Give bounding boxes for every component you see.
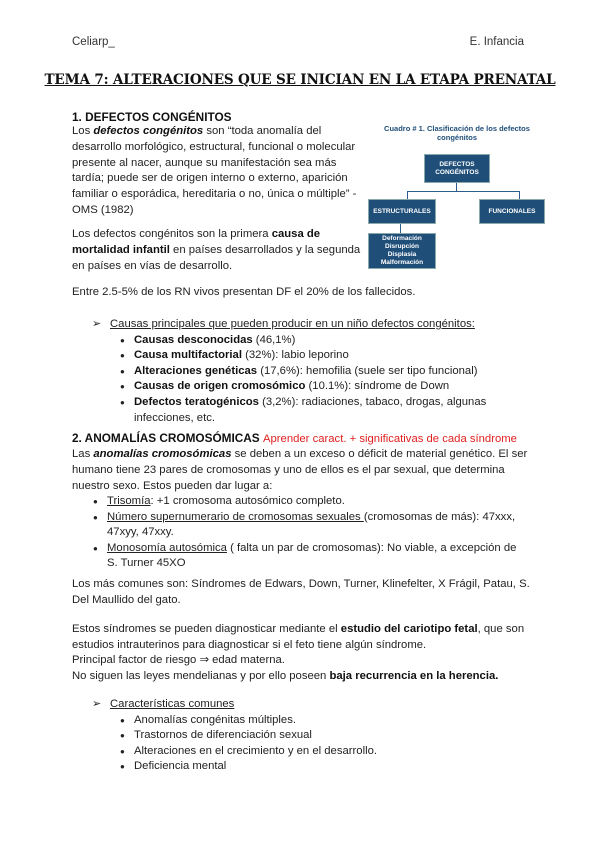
- text-segment: causa de mortalidad infantil: [72, 228, 321, 256]
- characteristics-list: [110, 697, 510, 775]
- subtype: Malformación: [380, 259, 424, 266]
- text-segment: defectos congénitos: [93, 125, 204, 137]
- text-segment: No siguen las leyes mendelianas y por ello poseen: [72, 670, 330, 682]
- text-segment: Trisomía: [107, 495, 151, 507]
- risk-factor: [72, 653, 532, 669]
- text-segment: anomalías cromosómicas: [93, 448, 232, 460]
- list-item: [134, 348, 490, 364]
- list-item: ● Alteraciones en el crecimiento y en el desarrollo.: [134, 744, 510, 760]
- header-left: Celiarp_: [72, 36, 115, 48]
- text-segment: estudio del cariotipo fetal: [340, 623, 478, 635]
- page-title: TEMA 7: ALTERACIONES QUE SE INICIAN EN LA ETAPA PRENATAL: [44, 72, 556, 88]
- text-segment: son “toda anomalía del desarrollo morfológico, estructural, funcional o molecular presente al nacer, aunque su manifestación sea más tardía; puede ser de origen interno o externo, aparición familiar o esporádica, hereditaria o no, única o múltiple” - OMS (1982): [72, 125, 357, 216]
- text-segment: : +1 cromosoma autosómico completo.: [150, 495, 345, 507]
- section-2-heading: [72, 431, 517, 448]
- text-segment: Los: [72, 125, 94, 137]
- text-segment: (17,6%): hemofilia (suele ser tipo funcional): [257, 364, 478, 377]
- subtype: Displasia: [387, 251, 417, 258]
- text-segment: Defectos teratogénicos: [134, 395, 259, 408]
- list-item: [107, 541, 527, 572]
- list-item: [134, 395, 490, 426]
- list-item: [134, 364, 490, 380]
- list-item: [134, 379, 490, 395]
- root-line: DEFECTOS: [439, 160, 475, 168]
- text-segment: Los más comunes son: Síndromes de Edwars, Down, Turner, Klinefelter, X Frágil, Patau, S. Del Maullido del gato.: [72, 578, 530, 606]
- text-segment: Causa multifactorial: [134, 349, 242, 362]
- structural-box: ESTRUCTURALES: [368, 199, 436, 224]
- text-segment: Monosomía autosómica: [107, 541, 227, 554]
- list-item: [134, 333, 490, 349]
- text-segment: se deben a un exceso o déficit de material genético. El ser humano tiene 23 pares de cromosomas y uno de ellos es el par sexual, que determina nuestro sexo. Estos pueden dar lugar a:: [72, 448, 528, 492]
- text-segment: (46,1%): [252, 333, 296, 346]
- functional-box: FUNCIONALES: [479, 199, 545, 224]
- section-2-title: 2. ANOMALÍAS CROMOSÓMICAS: [72, 431, 260, 445]
- diagnosis-paragraph: [72, 622, 532, 654]
- inheritance-paragraph: [72, 669, 532, 685]
- text-segment: Los defectos congénitos son la primera: [72, 228, 272, 240]
- text-segment: , que son estudios intrauterinos para diagnosticar si el feto tiene algún síndrome.: [72, 623, 525, 651]
- text-segment: Las: [72, 448, 94, 460]
- list-item: ● Deficiencia mental: [134, 759, 510, 775]
- causes-title: ➢ Causas principales que pueden producir en un niño defectos congénitos:: [110, 317, 490, 333]
- text-segment: (32%): labio leporino: [241, 349, 349, 362]
- subtypes-box: [368, 233, 436, 269]
- list-item: ● Anomalías congénitas múltiples.: [134, 713, 510, 729]
- mortality-paragraph: [72, 227, 362, 274]
- list-item: [107, 510, 527, 541]
- classification-figure: [367, 124, 547, 274]
- chromosomal-paragraph: [72, 447, 532, 494]
- text-segment: Causas desconocidas: [134, 333, 253, 346]
- text-segment: (cromosomas de más): 47xxx, 47xyy, 47xxy.: [107, 510, 516, 539]
- prevalence-paragraph: [72, 285, 532, 301]
- section-1-heading: 1. DEFECTOS CONGÉNITOS: [72, 110, 232, 124]
- text-segment: Causas de origen cromosómico: [134, 380, 306, 393]
- text-segment: (10.1%): síndrome de Down: [305, 380, 450, 393]
- causes-items: [134, 333, 490, 427]
- text-segment: Principal factor de riesgo ⇒ edad materna.: [72, 654, 285, 666]
- text-segment: Alteraciones genéticas: [134, 364, 258, 377]
- root-line: CONGÉNITOS: [435, 168, 479, 176]
- header-right: E. Infancia: [469, 36, 524, 48]
- text-segment: Número supernumerario de cromosomas sexuales: [107, 510, 364, 523]
- text-segment: (3,2%): radiaciones, tabaco, drogas, algunas infecciones, etc.: [134, 395, 487, 424]
- causes-list: [110, 317, 490, 426]
- figure-caption: Cuadro # 1. Clasificación de los defectos congénitos: [384, 124, 530, 142]
- text-segment: baja recurrencia en la herencia.: [329, 670, 499, 682]
- list-item: ● Trastornos de diferenciación sexual: [134, 728, 510, 744]
- definition-paragraph: [72, 124, 362, 219]
- characteristics-title: ➢ Características comunes: [110, 697, 510, 713]
- list-item: [107, 494, 527, 510]
- text-segment: Estos síndromes se pueden diagnosticar mediante el: [72, 623, 341, 635]
- subtype: Disrupción: [385, 243, 419, 250]
- text-segment: en países desarrollados y la segunda en países en vías de desarrollo.: [72, 243, 361, 272]
- subtype: Deformación: [382, 235, 422, 242]
- text-segment: Entre 2.5-5% de los RN vivos presentan DF el 20% de los fallecidos.: [72, 286, 416, 298]
- root-box: [424, 154, 490, 183]
- common-syndromes-paragraph: [72, 577, 532, 609]
- text-segment: ( falta un par de cromosomas): No viable, a excepción de S. Turner 45XO: [107, 541, 517, 570]
- characteristics-items: [134, 713, 510, 775]
- study-note: Aprender caract. + significativas de cada síndrome: [262, 433, 517, 445]
- types-list: [107, 494, 527, 572]
